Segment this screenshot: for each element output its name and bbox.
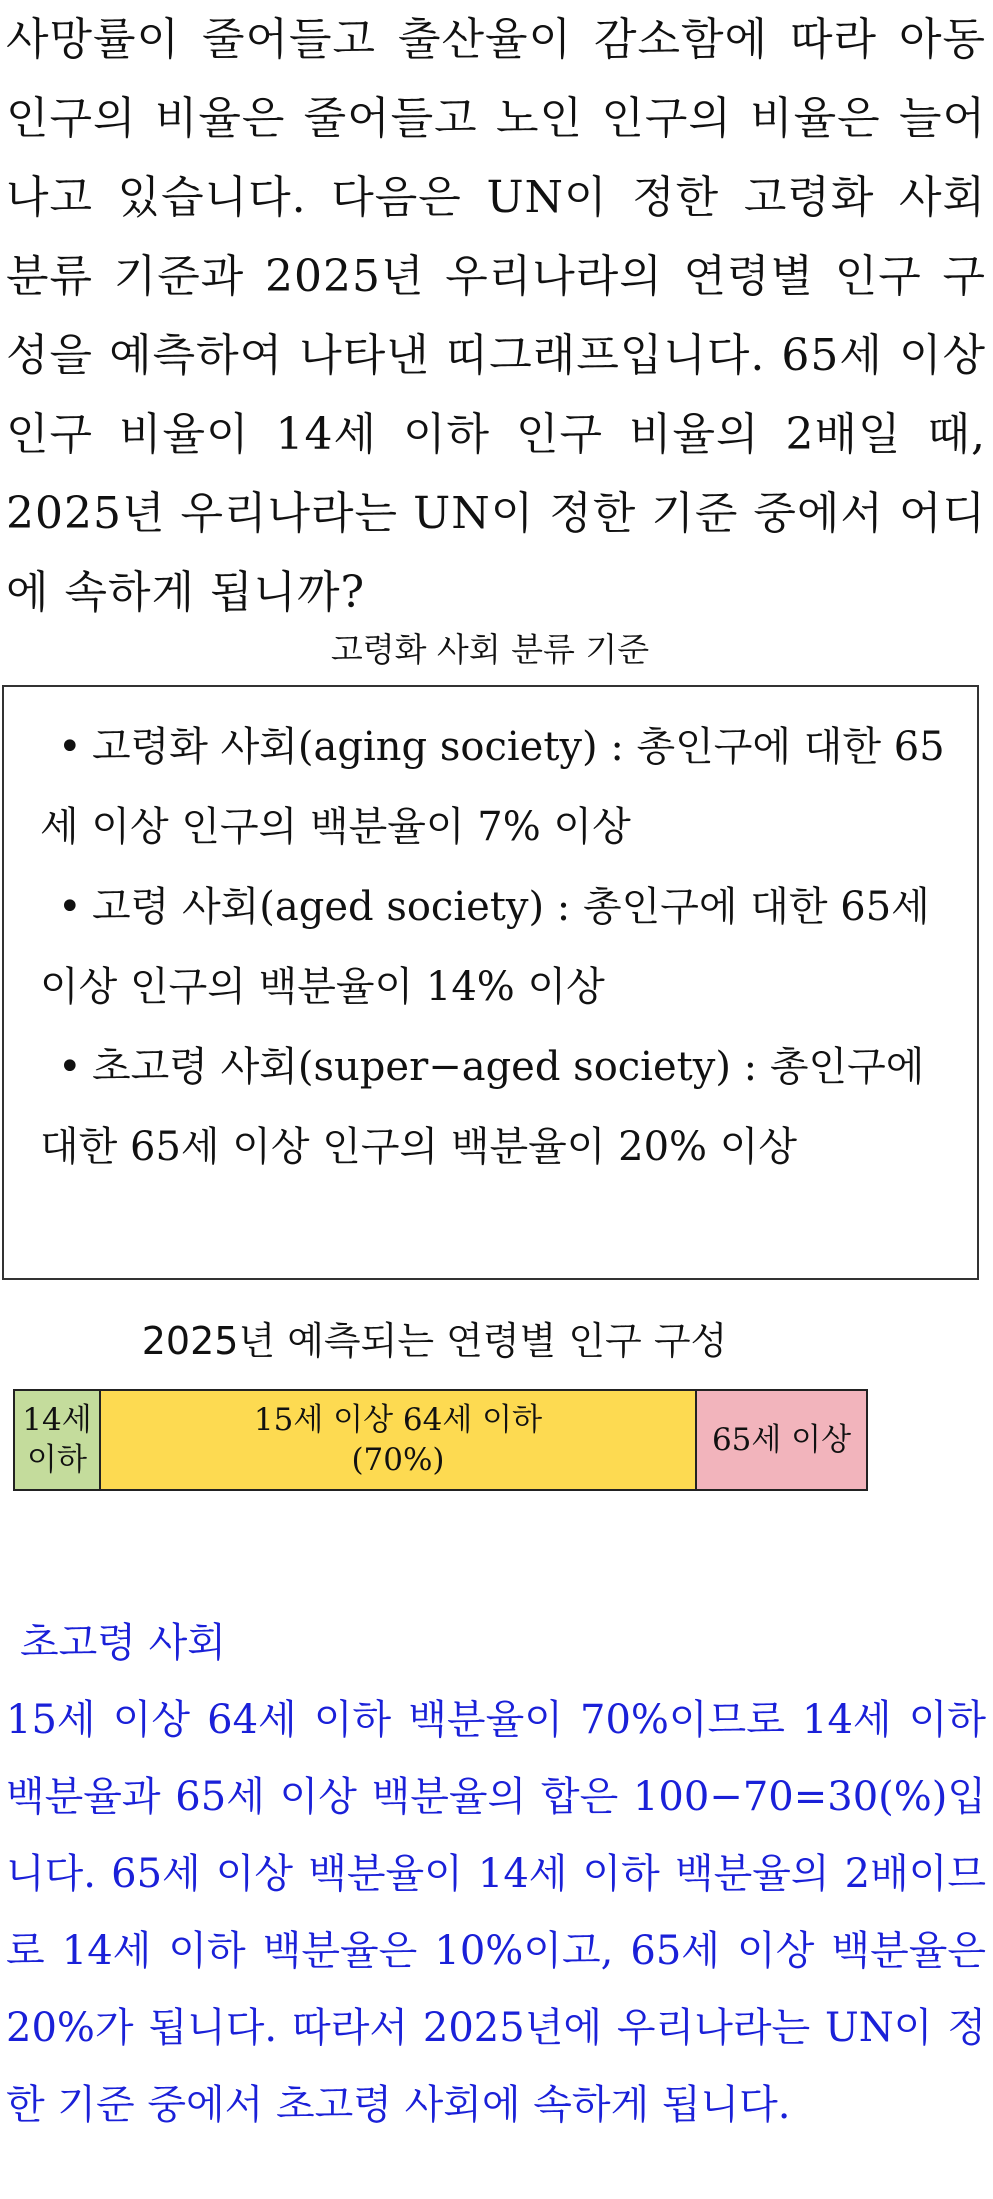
- criteria-item-aging: [40, 707, 955, 867]
- segment-age-0-14: 14세 이하: [15, 1391, 99, 1489]
- answer-explanation: 15세 이상 64세 이하 백분율이 70%이므로 14세 이하 백분율과 65세 이상 백분율의 합은 100−70=30(%)입니다. 65세 이상 백분율이 14세 이하 백분율의 2배이므로 14세 이하 백분율은 10%이고, 65세 이상 백분율은 20%가 됩니다. 따라서 2025년에 우리나라는 UN이 정한 기준 중에서 초고령 사회에 속하게 됩니다.: [6, 1697, 986, 2128]
- criteria-text: 초고령 사회(super−aged society) : 총인구에 대한 65세 이상 인구의 백분율이 20% 이상: [40, 1044, 925, 1170]
- segment-age-15-64: 15세 이상 64세 이하 (70%): [99, 1391, 695, 1489]
- population-band-chart: [13, 1389, 868, 1491]
- bullet-icon: •: [58, 1044, 82, 1090]
- criteria-box: [2, 685, 979, 1280]
- criteria-text: 고령 사회(aged society) : 총인구에 대한 65세 이상 인구의 백분율이 14% 이상: [40, 884, 930, 1010]
- criteria-item-aged: [40, 867, 955, 1027]
- criteria-item-super-aged: [40, 1027, 955, 1187]
- segment-age-65-plus: 65세 이상: [695, 1391, 866, 1489]
- bullet-icon: •: [58, 884, 82, 930]
- question-text: 사망률이 줄어들고 출산율이 감소함에 따라 아동 인구의 비율은 줄어들고 노인 인구의 비율은 늘어나고 있습니다. 다음은 UN이 정한 고령화 사회 분류 기준과 2025년 우리나라의 연령별 인구 구성을 예측하여 나타낸 띠그래프입니다. 65세 이상 인구 비율이 14세 이하 인구 비율의 2배일 때, 2025년 우리나라는 UN이 정한 기준 중에서 어디에 속하게 됩니까?: [6, 14, 986, 618]
- criteria-title: 고령화 사회 분류 기준: [330, 630, 650, 669]
- answer-section: [6, 1605, 986, 2144]
- answer-title: 초고령 사회: [20, 1620, 226, 1666]
- chart-title: 2025년 예측되는 연령별 인구 구성: [141, 1319, 728, 1363]
- bullet-icon: •: [58, 724, 82, 770]
- criteria-list: [40, 707, 955, 1187]
- criteria-text: 고령화 사회(aging society) : 총인구에 대한 65세 이상 인구의 백분율이 7% 이상: [40, 724, 945, 850]
